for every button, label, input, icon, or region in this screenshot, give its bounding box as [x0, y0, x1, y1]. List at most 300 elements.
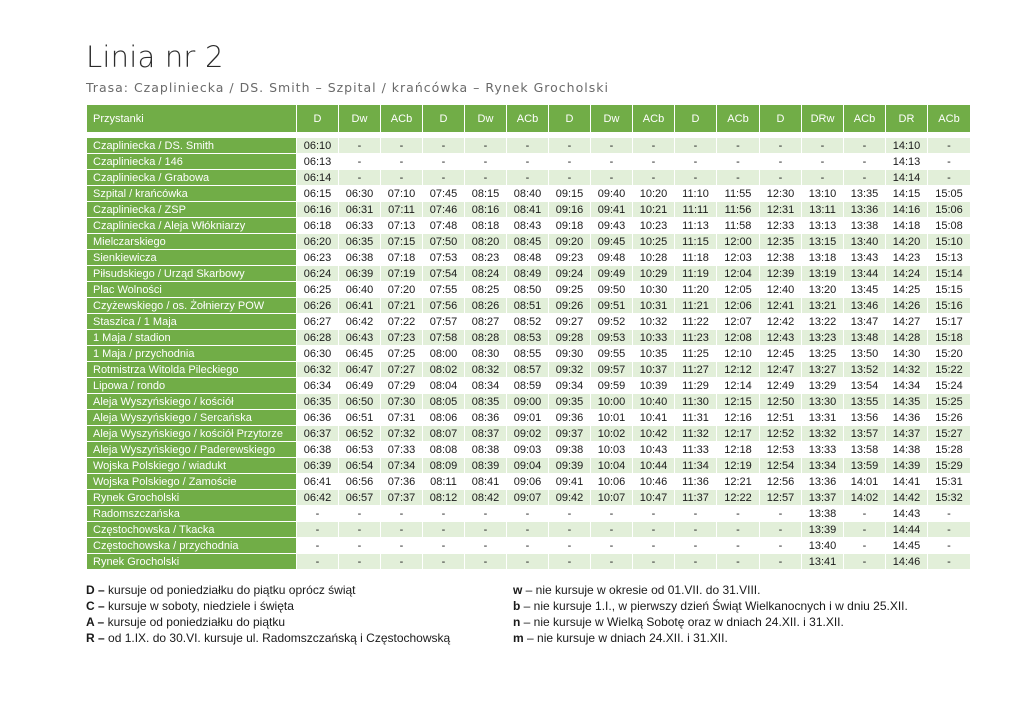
- departure-time-cell: -: [549, 138, 591, 154]
- legend-key: A –: [86, 615, 105, 629]
- departure-time-cell: -: [507, 506, 549, 522]
- departure-time-cell: 11:20: [675, 282, 717, 298]
- departure-time-cell: -: [591, 154, 633, 170]
- departure-time-cell: 13:48: [844, 330, 886, 346]
- departure-time-cell: -: [339, 554, 381, 570]
- legend-key: D –: [86, 583, 105, 597]
- departure-time-cell: 10:30: [633, 282, 675, 298]
- departure-time-cell: 07:48: [423, 218, 465, 234]
- legend-key: C –: [86, 599, 105, 613]
- departure-time-cell: 08:20: [465, 234, 507, 250]
- departure-time-cell: 15:29: [928, 458, 971, 474]
- departure-time-cell: -: [339, 506, 381, 522]
- table-row: [87, 330, 971, 346]
- departure-time-cell: -: [549, 538, 591, 554]
- departure-time-cell: -: [339, 522, 381, 538]
- departure-time-cell: 06:30: [297, 346, 339, 362]
- departure-time-cell: -: [844, 170, 886, 186]
- departure-time-cell: 08:36: [465, 410, 507, 426]
- departure-time-cell: 12:33: [760, 218, 802, 234]
- table-row: [87, 314, 971, 330]
- departure-time-cell: 09:49: [591, 266, 633, 282]
- departure-time-cell: 11:58: [717, 218, 760, 234]
- departure-time-cell: 06:15: [297, 186, 339, 202]
- departure-time-cell: 06:47: [339, 362, 381, 378]
- column-header-8: ACb: [633, 105, 675, 133]
- departure-time-cell: 11:30: [675, 394, 717, 410]
- departure-time-cell: -: [549, 154, 591, 170]
- departure-time-cell: 08:40: [507, 186, 549, 202]
- departure-time-cell: 08:41: [465, 474, 507, 490]
- table-row: [87, 138, 971, 154]
- departure-time-cell: -: [423, 170, 465, 186]
- departure-time-cell: 06:14: [297, 170, 339, 186]
- departure-time-cell: 09:48: [591, 250, 633, 266]
- departure-time-cell: 08:15: [465, 186, 507, 202]
- departure-time-cell: 08:28: [465, 330, 507, 346]
- departure-time-cell: -: [381, 170, 423, 186]
- stop-name: Czapliniecka / 146: [87, 154, 297, 170]
- departure-time-cell: 10:31: [633, 298, 675, 314]
- departure-time-cell: -: [591, 538, 633, 554]
- departure-time-cell: -: [297, 554, 339, 570]
- departure-time-cell: 12:39: [760, 266, 802, 282]
- table-row: [87, 378, 971, 394]
- departure-time-cell: 10:46: [633, 474, 675, 490]
- departure-time-cell: 06:37: [297, 426, 339, 442]
- departure-time-cell: 15:22: [928, 362, 971, 378]
- departure-time-cell: 10:07: [591, 490, 633, 506]
- table-row: [87, 202, 971, 218]
- departure-time-cell: -: [717, 506, 760, 522]
- departure-time-cell: 13:40: [802, 538, 844, 554]
- table-row: [87, 186, 971, 202]
- departure-time-cell: 15:05: [928, 186, 971, 202]
- departure-time-cell: 08:23: [465, 250, 507, 266]
- departure-time-cell: 06:38: [297, 442, 339, 458]
- departure-time-cell: 10:37: [633, 362, 675, 378]
- departure-time-cell: 11:15: [675, 234, 717, 250]
- departure-time-cell: 09:40: [591, 186, 633, 202]
- departure-time-cell: 09:38: [549, 442, 591, 458]
- column-header-0: D: [297, 105, 339, 133]
- departure-time-cell: 09:00: [507, 394, 549, 410]
- departure-time-cell: 12:45: [760, 346, 802, 362]
- departure-time-cell: 15:17: [928, 314, 971, 330]
- stop-name: Czapliniecka / DS. Smith: [87, 138, 297, 154]
- departure-time-cell: 07:23: [381, 330, 423, 346]
- departure-time-cell: 11:10: [675, 186, 717, 202]
- departure-time-cell: 12:12: [717, 362, 760, 378]
- departure-time-cell: -: [675, 506, 717, 522]
- timetable-header-row: [87, 105, 971, 133]
- departure-time-cell: -: [844, 522, 886, 538]
- column-header-1: Dw: [339, 105, 381, 133]
- stop-name: Aleja Wyszyńskiego / Paderewskiego: [87, 442, 297, 458]
- departure-time-cell: -: [928, 522, 971, 538]
- departure-time-cell: 07:11: [381, 202, 423, 218]
- table-row: [87, 506, 971, 522]
- departure-time-cell: -: [339, 170, 381, 186]
- departure-time-cell: 06:39: [297, 458, 339, 474]
- departure-time-cell: 13:52: [844, 362, 886, 378]
- departure-time-cell: 12:05: [717, 282, 760, 298]
- departure-time-cell: 08:43: [507, 218, 549, 234]
- departure-time-cell: 09:27: [549, 314, 591, 330]
- departure-time-cell: 15:16: [928, 298, 971, 314]
- table-row: [87, 234, 971, 250]
- departure-time-cell: 12:19: [717, 458, 760, 474]
- departure-time-cell: -: [928, 170, 971, 186]
- departure-time-cell: 09:51: [591, 298, 633, 314]
- departure-time-cell: 09:26: [549, 298, 591, 314]
- departure-time-cell: -: [717, 554, 760, 570]
- departure-time-cell: 13:25: [802, 346, 844, 362]
- departure-time-cell: -: [633, 554, 675, 570]
- departure-time-cell: 08:49: [507, 266, 549, 282]
- departure-time-cell: 09:18: [549, 218, 591, 234]
- departure-time-cell: 14:43: [886, 506, 928, 522]
- departure-time-cell: -: [507, 154, 549, 170]
- departure-time-cell: 11:36: [675, 474, 717, 490]
- legend-text: – nie kursuje w dniach 24.XII. i 31.XII.: [523, 631, 728, 645]
- table-row: [87, 346, 971, 362]
- departure-time-cell: 10:44: [633, 458, 675, 474]
- departure-time-cell: 07:10: [381, 186, 423, 202]
- departure-time-cell: -: [717, 170, 760, 186]
- departure-time-cell: 14:28: [886, 330, 928, 346]
- departure-time-cell: 13:22: [802, 314, 844, 330]
- departure-time-cell: 08:24: [465, 266, 507, 282]
- departure-time-cell: 13:30: [802, 394, 844, 410]
- departure-time-cell: -: [591, 506, 633, 522]
- departure-time-cell: 06:23: [297, 250, 339, 266]
- departure-time-cell: 13:31: [802, 410, 844, 426]
- departure-time-cell: 12:54: [760, 458, 802, 474]
- departure-time-cell: 07:36: [381, 474, 423, 490]
- departure-time-cell: 11:27: [675, 362, 717, 378]
- departure-time-cell: 14:01: [844, 474, 886, 490]
- departure-time-cell: -: [802, 138, 844, 154]
- departure-time-cell: 13:33: [802, 442, 844, 458]
- legend-left: [86, 582, 450, 646]
- departure-time-cell: 12:42: [760, 314, 802, 330]
- departure-time-cell: -: [465, 138, 507, 154]
- departure-time-cell: 14:23: [886, 250, 928, 266]
- stop-name: Wojska Polskiego / Zamoście: [87, 474, 297, 490]
- departure-time-cell: 10:23: [633, 218, 675, 234]
- legend-key: R –: [86, 631, 105, 645]
- departure-time-cell: -: [591, 138, 633, 154]
- departure-time-cell: 07:29: [381, 378, 423, 394]
- departure-time-cell: 12:41: [760, 298, 802, 314]
- legend-right-item: [513, 614, 908, 630]
- departure-time-cell: 12:08: [717, 330, 760, 346]
- departure-time-cell: 09:28: [549, 330, 591, 346]
- departure-time-cell: 13:36: [802, 474, 844, 490]
- departure-time-cell: -: [844, 138, 886, 154]
- departure-time-cell: 06:35: [339, 234, 381, 250]
- departure-time-cell: 08:34: [465, 378, 507, 394]
- departure-time-cell: 15:26: [928, 410, 971, 426]
- departure-time-cell: 12:56: [760, 474, 802, 490]
- departure-time-cell: 06:27: [297, 314, 339, 330]
- stop-name: Czyżewskiego / os. Żołnierzy POW: [87, 298, 297, 314]
- departure-time-cell: 06:52: [339, 426, 381, 442]
- departure-time-cell: -: [465, 538, 507, 554]
- departure-time-cell: -: [675, 522, 717, 538]
- departure-time-cell: 06:28: [297, 330, 339, 346]
- departure-time-cell: 07:50: [423, 234, 465, 250]
- departure-time-cell: 12:18: [717, 442, 760, 458]
- departure-time-cell: 09:42: [549, 490, 591, 506]
- departure-time-cell: 13:47: [844, 314, 886, 330]
- departure-time-cell: 08:05: [423, 394, 465, 410]
- table-row: [87, 250, 971, 266]
- departure-time-cell: -: [928, 138, 971, 154]
- departure-time-cell: 14:37: [886, 426, 928, 442]
- departure-time-cell: -: [381, 522, 423, 538]
- table-row: [87, 554, 971, 570]
- departure-time-cell: 09:36: [549, 410, 591, 426]
- departure-time-cell: 09:43: [591, 218, 633, 234]
- departure-time-cell: 08:18: [465, 218, 507, 234]
- departure-time-cell: 09:25: [549, 282, 591, 298]
- legend-left-item: [86, 614, 450, 630]
- departure-time-cell: 15:28: [928, 442, 971, 458]
- departure-time-cell: 08:41: [507, 202, 549, 218]
- departure-time-cell: 06:20: [297, 234, 339, 250]
- departure-time-cell: 14:02: [844, 490, 886, 506]
- table-row: [87, 538, 971, 554]
- departure-time-cell: 10:01: [591, 410, 633, 426]
- stop-name: Mielczarskiego: [87, 234, 297, 250]
- departure-time-cell: -: [381, 554, 423, 570]
- departure-time-cell: 10:47: [633, 490, 675, 506]
- departure-time-cell: -: [423, 554, 465, 570]
- departure-time-cell: 06:26: [297, 298, 339, 314]
- departure-time-cell: 06:36: [297, 410, 339, 426]
- column-header-5: ACb: [507, 105, 549, 133]
- departure-time-cell: 12:31: [760, 202, 802, 218]
- departure-time-cell: 09:02: [507, 426, 549, 442]
- departure-time-cell: 14:27: [886, 314, 928, 330]
- departure-time-cell: -: [423, 506, 465, 522]
- departure-time-cell: 15:24: [928, 378, 971, 394]
- legend-right-item: [513, 630, 908, 646]
- departure-time-cell: 13:11: [802, 202, 844, 218]
- departure-time-cell: -: [760, 506, 802, 522]
- legend-text: – nie kursuje w okresie od 01.VII. do 31.VIII.: [522, 583, 761, 597]
- departure-time-cell: -: [844, 506, 886, 522]
- table-row: [87, 362, 971, 378]
- departure-time-cell: -: [760, 138, 802, 154]
- departure-time-cell: 10:29: [633, 266, 675, 282]
- departure-time-cell: 14:46: [886, 554, 928, 570]
- departure-time-cell: 08:16: [465, 202, 507, 218]
- departure-time-cell: 09:16: [549, 202, 591, 218]
- departure-time-cell: 13:37: [802, 490, 844, 506]
- legend-left-item: [86, 582, 450, 598]
- departure-time-cell: -: [675, 154, 717, 170]
- departure-time-cell: 13:18: [802, 250, 844, 266]
- departure-time-cell: 08:38: [465, 442, 507, 458]
- departure-time-cell: 06:42: [297, 490, 339, 506]
- departure-time-cell: 08:48: [507, 250, 549, 266]
- departure-time-cell: 08:25: [465, 282, 507, 298]
- departure-time-cell: 13:23: [802, 330, 844, 346]
- departure-time-cell: 11:32: [675, 426, 717, 442]
- departure-time-cell: 08:09: [423, 458, 465, 474]
- departure-time-cell: -: [928, 538, 971, 554]
- departure-time-cell: -: [423, 154, 465, 170]
- departure-time-cell: 06:42: [339, 314, 381, 330]
- stop-name: Aleja Wyszyńskiego / Sercańska: [87, 410, 297, 426]
- departure-time-cell: 10:28: [633, 250, 675, 266]
- departure-time-cell: 10:25: [633, 234, 675, 250]
- departure-time-cell: 14:13: [886, 154, 928, 170]
- departure-time-cell: 12:04: [717, 266, 760, 282]
- departure-time-cell: -: [802, 170, 844, 186]
- departure-time-cell: 14:42: [886, 490, 928, 506]
- departure-time-cell: 09:04: [507, 458, 549, 474]
- stop-name: Wojska Polskiego / wiadukt: [87, 458, 297, 474]
- departure-time-cell: 12:53: [760, 442, 802, 458]
- column-header-2: ACb: [381, 105, 423, 133]
- departure-time-cell: -: [507, 538, 549, 554]
- departure-time-cell: 11:23: [675, 330, 717, 346]
- departure-time-cell: 13:50: [844, 346, 886, 362]
- table-row: [87, 266, 971, 282]
- departure-time-cell: -: [760, 554, 802, 570]
- column-header-15: ACb: [928, 105, 971, 133]
- table-row: [87, 474, 971, 490]
- legend-left-item: [86, 630, 450, 646]
- departure-time-cell: 06:57: [339, 490, 381, 506]
- legend-text: kursuje w soboty, niedziele i święta: [104, 599, 294, 613]
- departure-time-cell: 09:20: [549, 234, 591, 250]
- departure-time-cell: 12:14: [717, 378, 760, 394]
- departure-time-cell: 13:10: [802, 186, 844, 202]
- departure-time-cell: -: [591, 554, 633, 570]
- departure-time-cell: 06:24: [297, 266, 339, 282]
- departure-time-cell: 09:15: [549, 186, 591, 202]
- table-row: [87, 298, 971, 314]
- departure-time-cell: 13:15: [802, 234, 844, 250]
- legend-text: od 1.IX. do 30.VI. kursuje ul. Radomszczańską i Częstochowską: [104, 631, 451, 645]
- departure-time-cell: 13:20: [802, 282, 844, 298]
- departure-time-cell: -: [549, 554, 591, 570]
- departure-time-cell: 15:20: [928, 346, 971, 362]
- departure-time-cell: 14:14: [886, 170, 928, 186]
- departure-time-cell: 12:51: [760, 410, 802, 426]
- legend-left-item: [86, 598, 450, 614]
- departure-time-cell: 12:03: [717, 250, 760, 266]
- departure-time-cell: 09:23: [549, 250, 591, 266]
- departure-time-cell: 13:27: [802, 362, 844, 378]
- departure-time-cell: -: [423, 138, 465, 154]
- departure-time-cell: -: [381, 154, 423, 170]
- departure-time-cell: 10:20: [633, 186, 675, 202]
- column-header-10: ACb: [717, 105, 760, 133]
- departure-time-cell: 06:51: [339, 410, 381, 426]
- departure-time-cell: 11:18: [675, 250, 717, 266]
- departure-time-cell: 07:53: [423, 250, 465, 266]
- table-row: [87, 282, 971, 298]
- legend-right-item: [513, 598, 908, 614]
- stop-name: Aleja Wyszyńskiego / kościół Przytorze: [87, 426, 297, 442]
- departure-time-cell: 08:08: [423, 442, 465, 458]
- departure-time-cell: 12:16: [717, 410, 760, 426]
- departure-time-cell: -: [675, 170, 717, 186]
- departure-time-cell: 09:37: [549, 426, 591, 442]
- departure-time-cell: 10:00: [591, 394, 633, 410]
- departure-time-cell: 12:17: [717, 426, 760, 442]
- departure-time-cell: 09:07: [507, 490, 549, 506]
- departure-time-cell: 06:34: [297, 378, 339, 394]
- departure-time-cell: 08:27: [465, 314, 507, 330]
- departure-time-cell: 12:30: [760, 186, 802, 202]
- column-header-3: D: [423, 105, 465, 133]
- departure-time-cell: 11:34: [675, 458, 717, 474]
- departure-time-cell: 15:13: [928, 250, 971, 266]
- departure-time-cell: -: [760, 170, 802, 186]
- departure-time-cell: -: [381, 506, 423, 522]
- departure-time-cell: 15:14: [928, 266, 971, 282]
- departure-time-cell: 09:50: [591, 282, 633, 298]
- departure-time-cell: 07:19: [381, 266, 423, 282]
- departure-time-cell: 07:56: [423, 298, 465, 314]
- departure-time-cell: 08:57: [507, 362, 549, 378]
- departure-time-cell: 15:32: [928, 490, 971, 506]
- departure-time-cell: 12:15: [717, 394, 760, 410]
- departure-time-cell: 11:13: [675, 218, 717, 234]
- departure-time-cell: -: [465, 554, 507, 570]
- departure-time-cell: -: [633, 138, 675, 154]
- departure-time-cell: -: [760, 154, 802, 170]
- column-header-14: DR: [886, 105, 928, 133]
- departure-time-cell: 08:53: [507, 330, 549, 346]
- departure-time-cell: 12:06: [717, 298, 760, 314]
- departure-time-cell: -: [507, 170, 549, 186]
- departure-time-cell: 11:25: [675, 346, 717, 362]
- departure-time-cell: 09:39: [549, 458, 591, 474]
- stop-name: Szpital / krańcówka: [87, 186, 297, 202]
- departure-time-cell: 07:15: [381, 234, 423, 250]
- departure-time-cell: -: [717, 538, 760, 554]
- legend-key: n: [513, 615, 521, 629]
- departure-time-cell: 08:11: [423, 474, 465, 490]
- departure-time-cell: 09:34: [549, 378, 591, 394]
- departure-time-cell: 09:32: [549, 362, 591, 378]
- stop-name: 1 Maja / stadion: [87, 330, 297, 346]
- departure-time-cell: -: [507, 554, 549, 570]
- departure-time-cell: 06:45: [339, 346, 381, 362]
- departure-time-cell: -: [465, 506, 507, 522]
- departure-time-cell: 06:56: [339, 474, 381, 490]
- departure-time-cell: 13:57: [844, 426, 886, 442]
- stop-name: Staszica / 1 Maja: [87, 314, 297, 330]
- departure-time-cell: -: [591, 170, 633, 186]
- departure-time-cell: 06:31: [339, 202, 381, 218]
- departure-time-cell: -: [633, 538, 675, 554]
- departure-time-cell: -: [675, 554, 717, 570]
- departure-time-cell: 08:35: [465, 394, 507, 410]
- departure-time-cell: 08:50: [507, 282, 549, 298]
- table-row: [87, 154, 971, 170]
- departure-time-cell: 09:41: [549, 474, 591, 490]
- departure-time-cell: 13:43: [844, 250, 886, 266]
